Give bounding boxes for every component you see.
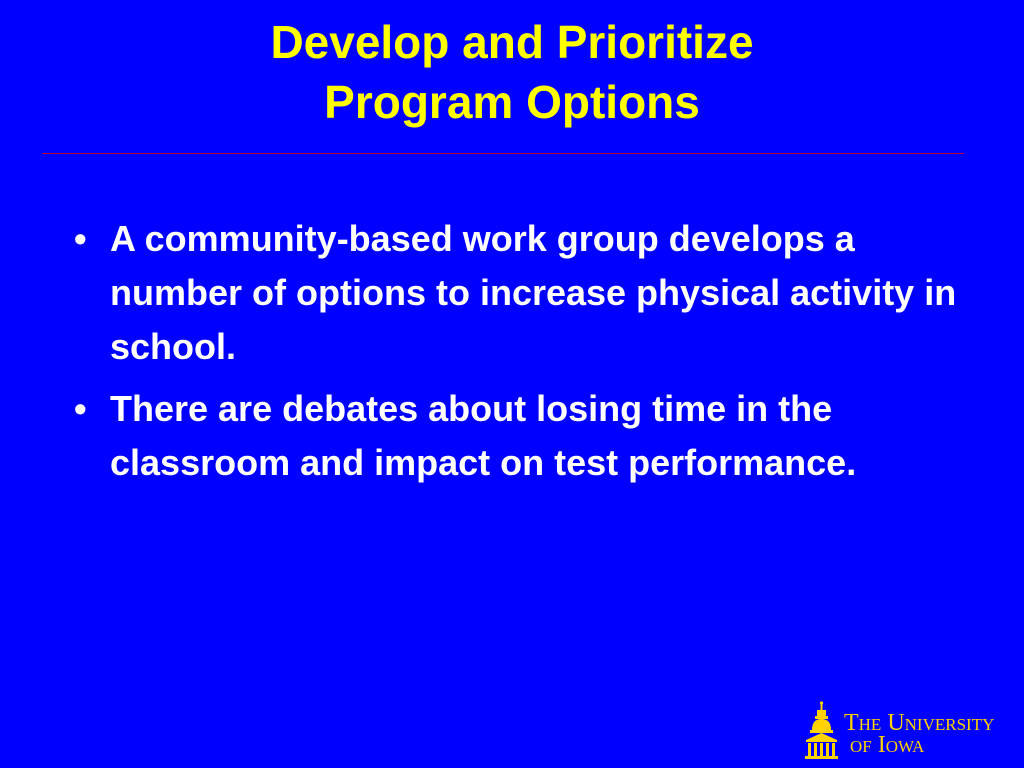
bullet-marker: • [74, 218, 87, 259]
old-capitol-dome-icon [804, 700, 840, 760]
logo-line-2: of Iowa [850, 732, 925, 758]
logo-line-1: The University [844, 710, 995, 736]
logo-wordmark [844, 712, 994, 756]
bullet-marker: • [74, 388, 87, 429]
slide-title-line-1: Develop and Prioritize [270, 16, 754, 68]
bullet-text-2: There are debates about losing time in the classroom and impact on test performance. [110, 388, 857, 483]
bullet-item-2 [70, 382, 970, 490]
bullet-text-1: A community-based work group develops a number of options to increase physical activity in school. [110, 218, 957, 367]
bullet-item-1 [70, 212, 970, 374]
university-logo [804, 700, 1016, 762]
bullet-list [70, 212, 970, 498]
slide-title [40, 12, 984, 132]
title-divider [42, 153, 964, 154]
slide-title-line-2: Program Options [324, 76, 700, 128]
